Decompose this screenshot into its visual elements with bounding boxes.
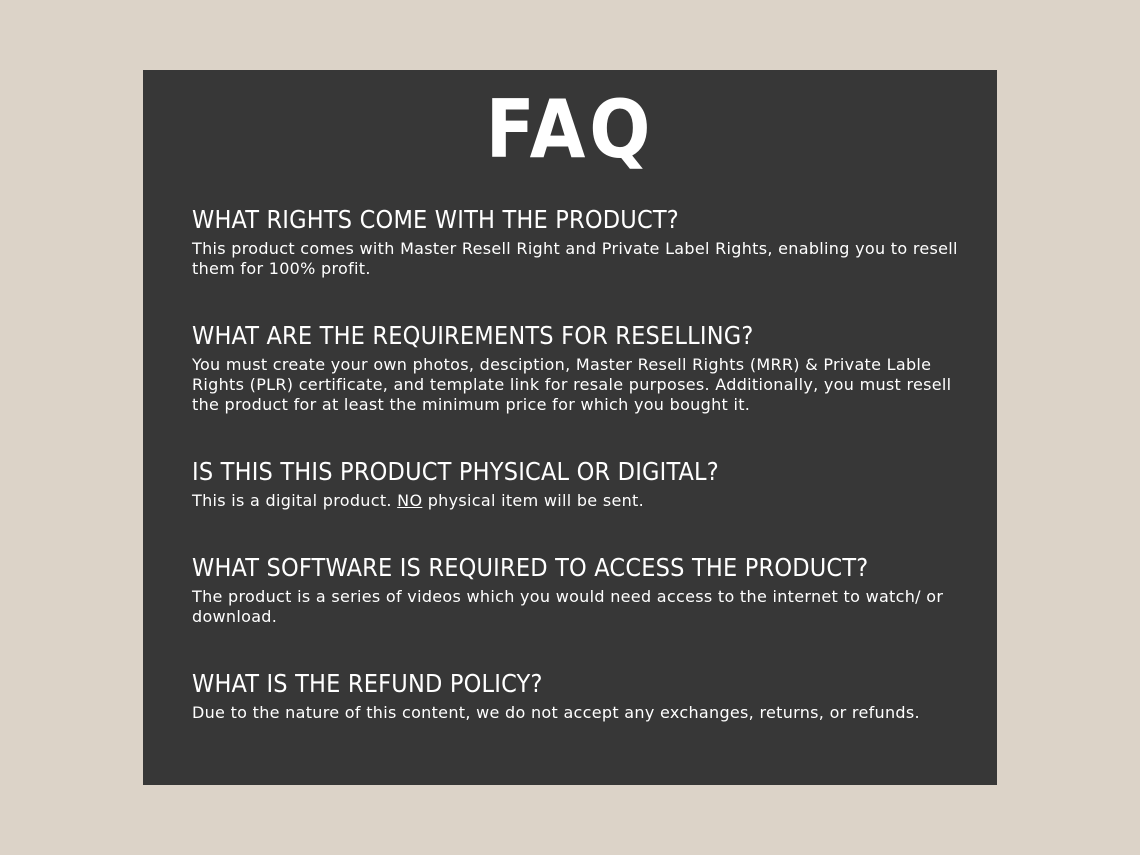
answer-emphasis: NO — [397, 491, 423, 510]
faq-question: WHAT IS THE REFUND POLICY? — [192, 669, 543, 698]
answer-text: physical item will be sent. — [422, 491, 645, 510]
faq-question: IS THIS THIS PRODUCT PHYSICAL OR DIGITAL? — [192, 457, 719, 486]
faq-question: WHAT ARE THE REQUIREMENTS FOR RESELLING? — [192, 321, 754, 350]
faq-answer: Due to the nature of this content, we do not accept any exchanges, returns, or refunds. — [192, 703, 920, 722]
faq-title: FAQ — [485, 83, 655, 176]
faq-question: WHAT RIGHTS COME WITH THE PRODUCT? — [192, 205, 679, 234]
faq-answer: This product comes with Master Resell Right and Private Label Rights, enabling you to resell them for 100% profit. — [192, 239, 958, 278]
faq-item-requirements — [192, 321, 962, 415]
faq-answer — [192, 491, 962, 511]
faq-item-software — [192, 553, 962, 627]
faq-answer: The product is a series of videos which you would need access to the internet to watch/ or download. — [192, 587, 944, 626]
answer-text: This is a digital product. — [192, 491, 398, 510]
faq-item-physical-or-digital — [192, 457, 962, 511]
faq-question: WHAT SOFTWARE IS REQUIRED TO ACCESS THE PRODUCT? — [192, 553, 869, 582]
faq-item-rights — [192, 205, 962, 279]
faq-panel — [143, 70, 997, 785]
faq-item-refund-policy — [192, 669, 962, 723]
faq-answer: You must create your own photos, desciption, Master Resell Rights (MRR) & Private Lable Rights (PLR) certificate, and template link for resale purposes. Additionally, you must resell the product for at least the minimum price for which you bought it. — [192, 355, 952, 414]
